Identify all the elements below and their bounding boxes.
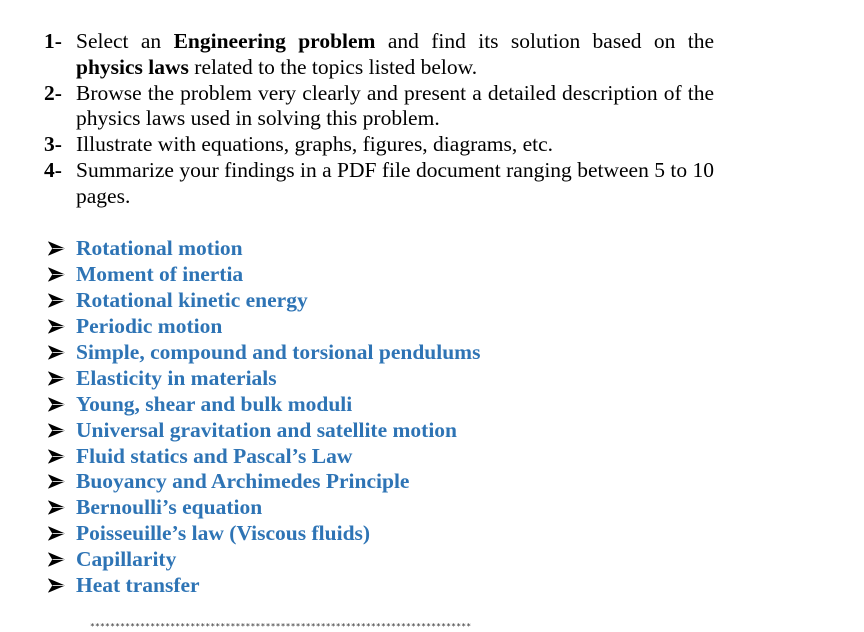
- arrowhead-bullet-icon: [48, 552, 76, 567]
- instruction-number: 4-: [44, 157, 62, 182]
- topic-item: [48, 495, 480, 521]
- topic-label: Heat transfer: [76, 573, 200, 598]
- topic-item: [48, 365, 480, 391]
- instruction-text: [76, 29, 714, 81]
- topic-label: Moment of inertia: [76, 262, 244, 287]
- topic-item: [48, 547, 480, 573]
- instruction-number: 1-: [44, 29, 62, 53]
- instruction-item: [44, 158, 714, 210]
- topic-label: Periodic motion: [76, 314, 223, 339]
- instruction-emphasis: Engineering problem: [173, 29, 376, 53]
- instruction-item: [44, 132, 714, 158]
- arrowhead-bullet-icon: [48, 345, 76, 360]
- instruction-text-part: related to the topics listed below.: [188, 54, 478, 79]
- topic-label: Rotational kinetic energy: [76, 288, 308, 313]
- instruction-text-part: Select an: [76, 29, 174, 53]
- topic-item: [48, 236, 480, 262]
- instruction-emphasis: physics laws: [76, 54, 189, 79]
- instruction-item: [44, 29, 714, 81]
- arrowhead-bullet-icon: [48, 397, 76, 412]
- arrowhead-bullet-icon: [48, 371, 76, 386]
- divider-line: ****************************************************************************: [90, 622, 472, 631]
- topic-label: Fluid statics and Pascal’s Law: [76, 443, 353, 468]
- arrowhead-bullet-icon: [48, 526, 76, 541]
- instruction-text: Summarize your findings in a PDF file document ranging between 5 to 10 pages.: [76, 157, 714, 208]
- arrowhead-bullet-icon: [48, 500, 76, 515]
- arrowhead-bullet-icon: [48, 423, 76, 438]
- arrowhead-bullet-icon: [48, 267, 76, 282]
- topic-item: [48, 521, 480, 547]
- arrowhead-bullet-icon: [48, 474, 76, 489]
- instruction-number: 3-: [44, 132, 62, 157]
- arrowhead-bullet-icon: [48, 578, 76, 593]
- topic-item: [48, 288, 480, 314]
- instruction-number: 2-: [44, 80, 62, 105]
- topic-item: [48, 443, 480, 469]
- topic-label: Buoyancy and Archimedes Principle: [76, 469, 410, 494]
- topic-label: Rotational motion: [76, 236, 243, 261]
- topic-label: Young, shear and bulk moduli: [76, 391, 353, 416]
- topic-item: [48, 417, 480, 443]
- arrowhead-bullet-icon: [48, 293, 76, 308]
- instruction-list: [44, 29, 714, 210]
- topic-item: [48, 314, 480, 340]
- topic-label: Elasticity in materials: [76, 365, 277, 390]
- topic-item: [48, 469, 480, 495]
- topic-item: [48, 340, 480, 366]
- instruction-item: [44, 81, 714, 133]
- topic-label: Bernoulli’s equation: [76, 495, 263, 520]
- topic-list: [48, 236, 480, 598]
- topic-label: Poisseuille’s law (Viscous fluids): [76, 521, 371, 546]
- topic-item: [48, 391, 480, 417]
- instruction-text-part: and find its solution based on the: [375, 29, 715, 53]
- arrowhead-bullet-icon: [48, 241, 76, 256]
- arrowhead-bullet-icon: [48, 319, 76, 334]
- topic-label: Capillarity: [76, 547, 177, 572]
- topic-label: Universal gravitation and satellite motion: [76, 417, 458, 442]
- topic-item: [48, 573, 480, 599]
- arrowhead-bullet-icon: [48, 449, 76, 464]
- topic-item: [48, 262, 480, 288]
- instruction-text: Illustrate with equations, graphs, figures, diagrams, etc.: [76, 132, 554, 157]
- topic-label: Simple, compound and torsional pendulums: [76, 340, 481, 364]
- instruction-text: Browse the problem very clearly and present a detailed description of the physics laws used in solving this problem.: [76, 80, 714, 131]
